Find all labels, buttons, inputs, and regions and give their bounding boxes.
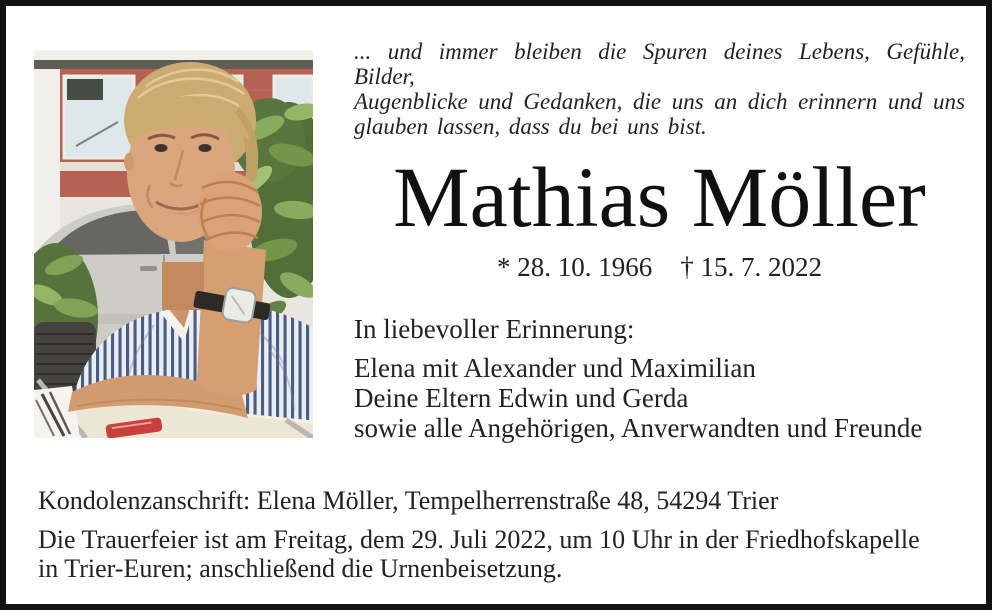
memorial-quote xyxy=(354,39,965,139)
mourner-line: Elena mit Alexander und Maximilian xyxy=(354,353,756,383)
funeral-line: in Trier-Euren; anschließend die Urnenbeisetzung. xyxy=(38,554,563,583)
quote-line: Augenblicke und Gedanken, die uns an dich erinnern und uns xyxy=(354,89,965,114)
life-dates xyxy=(354,252,965,283)
funeral-info xyxy=(38,525,920,583)
mourner-line: sowie alle Angehörigen, Anverwandten und Freunde xyxy=(354,413,923,443)
mourner-line: Deine Eltern Edwin und Gerda xyxy=(354,383,689,413)
deceased-name: Mathias Möller xyxy=(393,149,926,245)
condolence-address: Kondolenzanschrift: Elena Möller, Tempelherrenstraße 48, 54294 Trier xyxy=(38,486,779,515)
quote-line: glauben lassen, dass du bei uns bist. xyxy=(354,114,707,139)
birth-date: * 28. 10. 1966 xyxy=(497,252,653,282)
portrait-photo xyxy=(34,50,313,438)
remembrance-block xyxy=(354,314,922,443)
memory-intro: In liebevoller Erinnerung: xyxy=(354,314,635,344)
death-date: † 15. 7. 2022 xyxy=(680,252,822,282)
quote-line: ... und immer bleiben die Spuren deines Lebens, Gefühle, Bilder, xyxy=(354,39,965,89)
funeral-line: Die Trauerfeier ist am Freitag, dem 29. Juli 2022, um 10 Uhr in der Friedhofskapelle xyxy=(38,525,920,554)
